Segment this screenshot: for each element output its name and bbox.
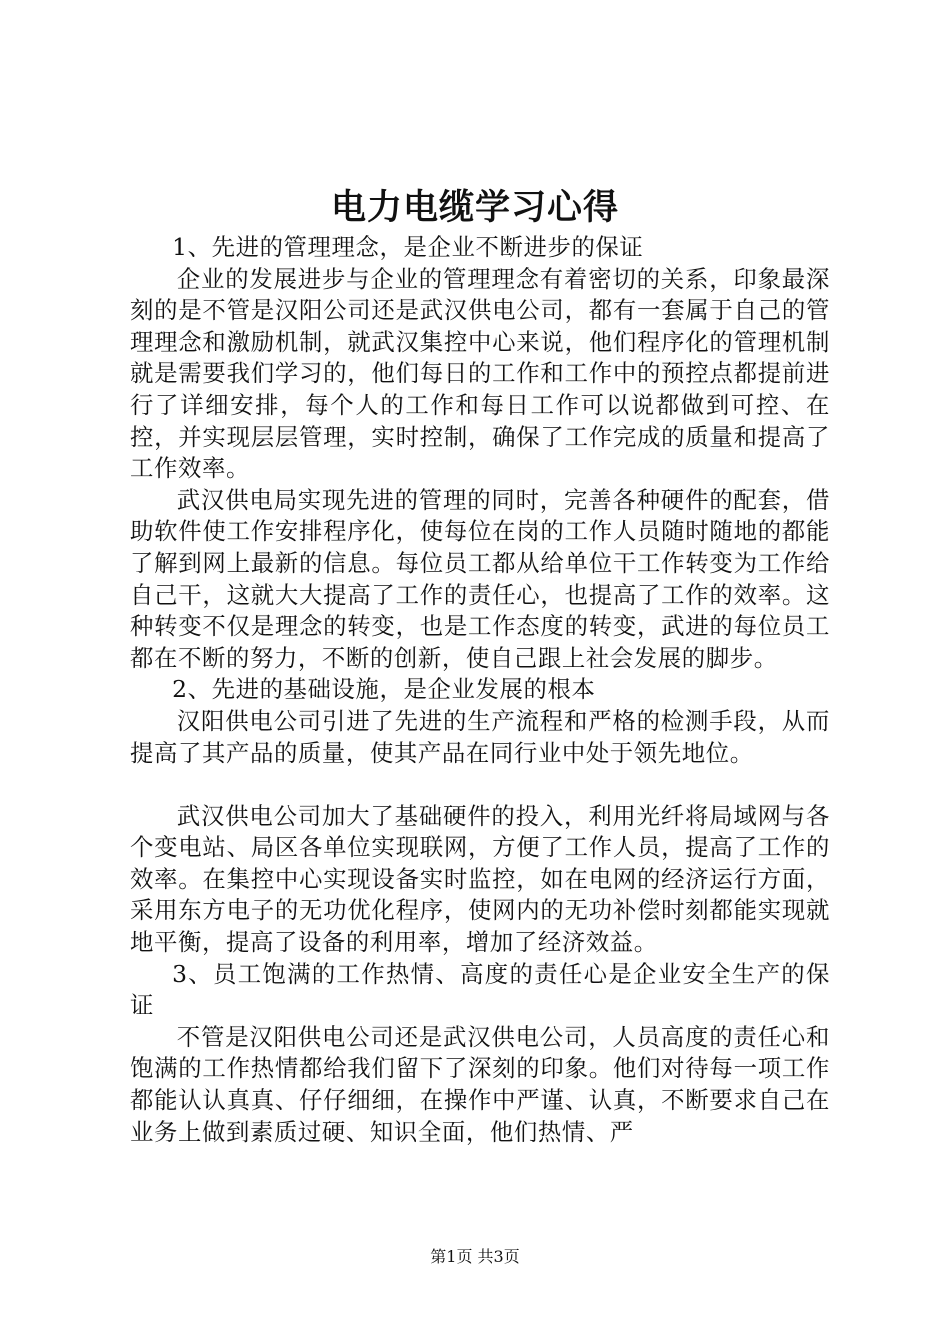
- page-footer: 第1页 共3页: [430, 1247, 520, 1266]
- section-heading-2: 2、先进的基础设施，是企业发展的根本: [172, 675, 596, 704]
- document-title: 电力电缆学习心得: [330, 187, 619, 228]
- paragraph: 汉阳供电公司引进了先进的生产流程和严格的检测手段，从而提高了其产品的质量，使其产品在同行业中处于领先地位。: [130, 706, 830, 767]
- paragraph: 武汉供电公司加大了基础硬件的投入，利用光纤将局域网与各个变电站、局区各单位实现联网，方便了工作人员，提高了工作的效率。在集控中心实现设备实时监控，如在电网的经济运行方面，采用东方电子的无功优化程序，使网内的无功补偿时刻都能实现就地平衡，提高了设备的利用率，增加了经济效益。: [130, 801, 830, 957]
- paragraph: 不管是汉阳供电公司还是武汉供电公司，人员高度的责任心和饱满的工作热情都给我们留下了深刻的印象。他们对待每一项工作都能认认真真、仔仔细细，在操作中严谨、认真，不断要求自己在业务上做到素质过硬、知识全面，他们热情、严: [130, 1022, 830, 1146]
- paragraph: 企业的发展进步与企业的管理理念有着密切的关系，印象最深刻的是不管是汉阳公司还是武汉供电公司，都有一套属于自己的管理理念和激励机制，就武汉集控中心来说，他们程序化的管理机制就是需要我们学习的，他们每日的工作和工作中的预控点都提前进行了详细安排，每个人的工作和每日工作可以说都做到可控、在控，并实现层层管理，实时控制，确保了工作完成的质量和提高了工作效率。: [130, 264, 830, 483]
- document-body: [130, 232, 830, 1148]
- paragraph: 武汉供电局实现先进的管理的同时，完善各种硬件的配套，借助软件使工作安排程序化，使每位在岗的工作人员随时随地的都能了解到网上最新的信息。每位员工都从给单位干工作转变为工作给自己干，这就大大提高了工作的责任心，也提高了工作的效率。这种转变不仅是理念的转变，也是工作态度的转变，武进的每位员工都在不断的努力，不断的创新，使自己跟上社会发展的脚步。: [130, 485, 830, 672]
- section-heading-1: 1、先进的管理理念，是企业不断进步的保证: [172, 233, 644, 261]
- section-heading-3: 3、员工饱满的工作热情、高度的责任心是企业安全生产的保证: [130, 959, 830, 1020]
- blank-line: [130, 769, 830, 801]
